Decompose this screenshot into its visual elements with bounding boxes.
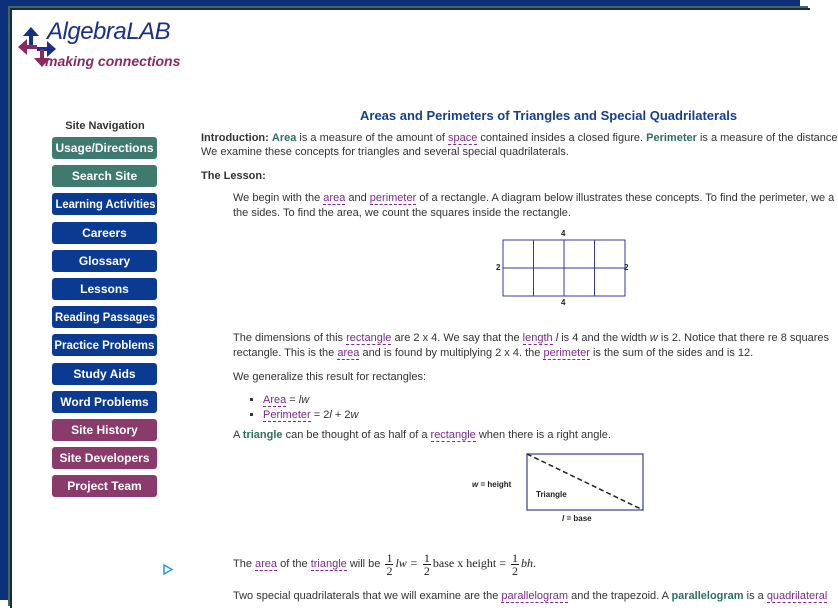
text: w: [350, 409, 359, 421]
page: [12, 10, 838, 610]
nav-button-label: Careers: [82, 225, 127, 240]
link-triangle[interactable]: triangle: [310, 558, 347, 570]
text: is a measure of the distance: [696, 132, 838, 144]
list-item-area: [263, 393, 358, 408]
nav-button-label: Glossary: [78, 253, 131, 268]
nav-button-careers[interactable]: [52, 222, 157, 244]
grid-square: [564, 268, 595, 296]
svg-text:l = base: [562, 514, 592, 523]
p6: [233, 590, 827, 603]
nav-button-label: Reading Passages: [55, 310, 156, 325]
nav-button-usage-directions[interactable]: [52, 137, 157, 159]
nav-button-practice-problems[interactable]: [52, 334, 157, 356]
link-perimeter[interactable]: Perimeter: [263, 409, 311, 421]
text: base x height =: [432, 556, 506, 570]
adchoices-icon[interactable]: [163, 564, 173, 575]
rectangle-diagram: [490, 228, 640, 310]
grid-square: [534, 240, 565, 268]
text: can be thought of as half of a: [282, 429, 431, 441]
denominator: 2: [511, 563, 518, 578]
triangle-diagram: [470, 450, 651, 526]
text: will be: [346, 558, 384, 570]
text: rectangle. This is the: [233, 347, 338, 359]
p1-line-1: [233, 192, 834, 205]
link-area[interactable]: Area: [263, 394, 287, 406]
grid-square: [595, 268, 626, 296]
nav-heading: Site Navigation: [65, 120, 145, 132]
text: .: [532, 556, 536, 570]
base-label: = base: [564, 514, 592, 523]
term-perimeter: Perimeter: [646, 132, 697, 144]
denominator: 2: [423, 563, 430, 578]
text: l: [329, 409, 332, 421]
grid-square: [503, 240, 534, 268]
formula-list: [243, 393, 358, 423]
text: is a: [743, 590, 767, 602]
link-quadrilateral[interactable]: quadrilateral: [766, 590, 828, 602]
rectangle-grid: [503, 240, 625, 296]
text: is 2. Notice that there re 8 squares: [657, 332, 830, 344]
nav-button-label: Site History: [71, 423, 138, 437]
intro-label: Introduction:: [201, 132, 269, 144]
text: is a measure of the amount of: [296, 132, 448, 144]
p4: [233, 429, 611, 442]
nav-button-learning-activities[interactable]: [52, 193, 157, 215]
grid-square: [595, 240, 626, 268]
list-item-perimeter: [263, 408, 358, 423]
var-l: l: [555, 332, 559, 344]
text: bh: [520, 556, 533, 570]
text: and: [345, 192, 370, 204]
text: contained insides a closed figure.: [477, 132, 647, 144]
var-w: w: [472, 480, 479, 489]
link-area[interactable]: area: [337, 347, 360, 359]
text: lw: [298, 394, 310, 406]
term-parallelogram: parallelogram: [671, 590, 744, 602]
var-w: w: [649, 332, 658, 344]
text: and is found by multiplying 2 x 4. the: [359, 347, 544, 359]
link-rectangle[interactable]: rectangle: [346, 332, 392, 344]
nav-button-lessons[interactable]: [52, 278, 157, 300]
nav-button-reading-passages[interactable]: [52, 306, 157, 328]
text: lw =: [395, 556, 418, 570]
nav-button-label: Study Aids: [73, 366, 136, 381]
nav-button-site-history[interactable]: [52, 419, 157, 441]
text: of a rectangle. A diagram below illustrates these concepts. To find the perimeter, we a: [416, 192, 835, 204]
intro-line-2: We examine these concepts for triangles and several special quadrilaterals.: [201, 146, 569, 158]
logo-tagline: making connections: [45, 53, 181, 69]
label-top: 4: [561, 229, 566, 238]
page-title: Areas and Perimeters of Triangles and Special Quadrilaterals: [360, 108, 738, 123]
nav-button-study-aids[interactable]: [52, 363, 157, 385]
p2-line-1: [233, 332, 829, 345]
label-bottom: 4: [561, 298, 566, 307]
p3: We generalize this result for rectangles:: [233, 371, 426, 383]
p1-line-2: the sides. To find the area, we count the squares inside the rectangle.: [233, 207, 571, 219]
link-perimeter[interactable]: perimeter: [543, 347, 590, 359]
text: are 2 x 4. We say that the: [391, 332, 523, 344]
text: =: [286, 394, 299, 406]
var-l: l: [562, 514, 565, 523]
p2-line-2: [233, 347, 753, 360]
term-area: Area: [271, 132, 297, 144]
text: is the sum of the sides and is 12.: [589, 347, 754, 359]
nav-button-label: Usage/Directions: [55, 141, 154, 155]
nav-button-label: Practice Problems: [54, 338, 155, 353]
height-label: = height: [478, 480, 512, 489]
text: and the trapezoid. A: [568, 590, 672, 602]
grid-square: [503, 268, 534, 296]
nav-button-label: Site Developers: [59, 451, 150, 466]
nav-button-label: Word Problems: [60, 394, 149, 409]
link-perimeter[interactable]: perimeter: [369, 192, 417, 204]
numerator: 1: [423, 550, 430, 565]
text: is 4 and the width: [558, 332, 650, 344]
link-parallelogram[interactable]: parallelogram: [501, 590, 569, 602]
area-formula: [383, 550, 536, 578]
denominator: 2: [386, 563, 393, 578]
logo-text[interactable]: AlgebraLAB: [47, 18, 171, 45]
text: = 2: [310, 409, 330, 421]
grid-square: [564, 240, 595, 268]
nav-button-word-problems[interactable]: [52, 391, 157, 413]
text: A: [233, 429, 243, 441]
link-rectangle[interactable]: rectangle: [430, 429, 476, 441]
text: The dimensions of this: [233, 332, 347, 344]
grid-square: [534, 268, 565, 296]
numerator: 1: [511, 550, 518, 565]
text: when there is a right angle.: [475, 429, 611, 441]
link-area[interactable]: area: [255, 558, 278, 570]
nav-button-label: Lessons: [80, 282, 129, 296]
link-space[interactable]: space: [448, 132, 478, 144]
text: We begin with the: [233, 192, 324, 204]
label-left: 2: [496, 263, 501, 272]
text: of the: [277, 558, 311, 570]
label-right: 2: [624, 263, 629, 272]
triangle-label: Triangle: [536, 490, 567, 499]
text: + 2: [331, 409, 351, 421]
link-area[interactable]: area: [323, 192, 346, 204]
nav-button-label: Learning Activities: [55, 197, 156, 212]
text: Two special quadrilaterals that we will examine are the: [233, 590, 502, 602]
link-length[interactable]: length: [522, 332, 553, 344]
svg-text:w = height: [472, 480, 512, 489]
nav-button-site-developers[interactable]: [52, 447, 157, 469]
nav-button-search-site[interactable]: [52, 165, 157, 187]
lesson-heading: The Lesson:: [201, 170, 266, 182]
nav-button-glossary[interactable]: [52, 250, 157, 272]
diagonal: [527, 454, 643, 510]
p5: [233, 548, 536, 579]
nav-button-label: Project Team: [67, 479, 142, 494]
nav-button-label: Search Site: [71, 169, 138, 184]
numerator: 1: [386, 550, 393, 565]
nav-button-project-team[interactable]: [52, 475, 157, 497]
intro-line-1: [201, 132, 838, 145]
term-triangle: triangle: [242, 429, 283, 441]
text: The: [233, 558, 256, 570]
